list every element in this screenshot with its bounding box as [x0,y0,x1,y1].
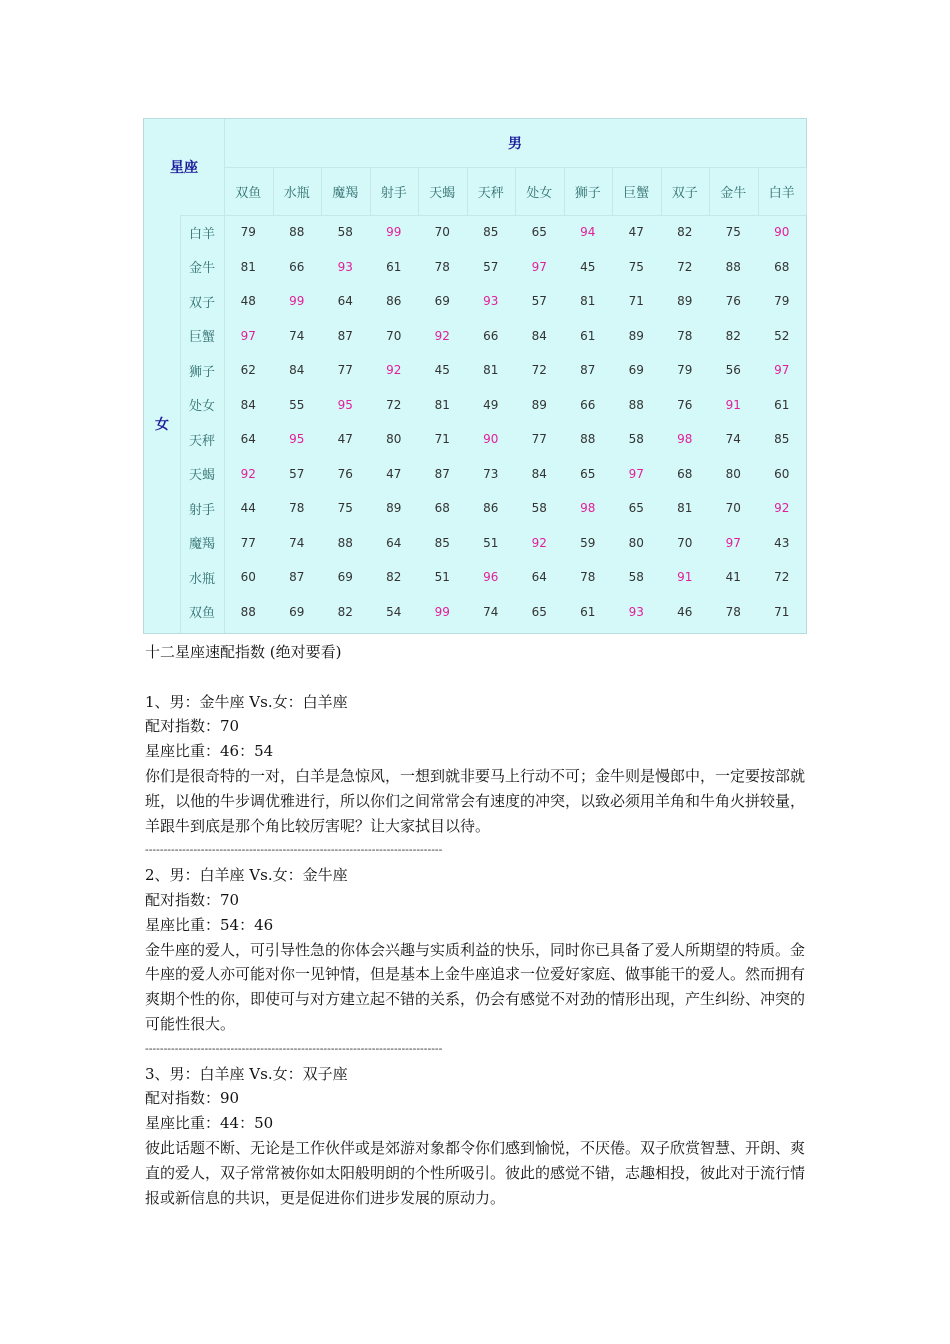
score-cell: 89 [677,294,693,309]
score-cell: 70 [677,535,693,550]
score-cell: 80 [725,466,741,481]
column-header: 金牛 [720,185,747,201]
article-heading: 十二星座速配指数 (绝对要看) [145,643,342,661]
score-cell: 61 [774,397,790,412]
row-header: 双子 [188,295,215,311]
score-cell: 57 [483,259,499,274]
score-cell: 65 [628,501,644,516]
score-cell: 56 [725,363,741,378]
score-cell: 92 [240,466,256,481]
score-cell: 71 [774,604,790,619]
entry-body: 你们是很奇特的一对，白羊是急惊风，一想到就非要马上行动不可；金牛则是慢郎中，一定要按部就班，以他的牛步调优雅进行，所以你们之间常常会有速度的冲突，以致必须用羊角和牛角火拼较量，羊跟牛到底是那个角比较厉害呢？让大家拭目以待。 [145,766,806,835]
row-header: 魔羯 [188,537,215,553]
score-cell: 51 [434,570,450,585]
score-cell: 78 [434,259,450,274]
score-cell: 68 [677,466,693,481]
score-cell: 65 [531,604,547,619]
score-cell: 47 [337,432,353,447]
corner-label: 星座 [170,160,198,176]
score-cell: 87 [434,466,450,481]
score-cell: 98 [580,501,596,516]
score-cell: 78 [677,328,693,343]
column-header: 双子 [671,185,698,201]
score-cell: 89 [628,328,644,343]
score-cell: 79 [677,363,693,378]
score-cell: 74 [483,604,499,619]
score-cell: 46 [677,604,693,619]
female-header: 女 [155,417,169,433]
score-cell: 81 [240,259,256,274]
score-cell: 71 [628,294,644,309]
score-cell: 97 [725,535,741,550]
entry-1 [145,690,810,864]
row-header: 双鱼 [188,606,215,622]
score-cell: 64 [240,432,256,447]
score-cell: 86 [483,501,499,516]
score-cell: 80 [386,432,402,447]
score-cell: 81 [677,501,693,516]
score-cell: 62 [240,363,256,378]
score-cell: 88 [240,604,256,619]
score-cell: 86 [386,294,402,309]
score-cell: 77 [240,535,256,550]
column-header: 魔羯 [332,185,359,201]
score-cell: 72 [531,363,547,378]
score-cell: 90 [483,432,499,447]
male-header: 男 [508,136,522,152]
column-header: 天蝎 [429,185,456,201]
score-cell: 73 [483,466,499,481]
score-cell: 92 [774,501,790,516]
score-cell: 79 [774,294,790,309]
score-cell: 58 [337,225,353,240]
score-cell: 99 [386,225,402,240]
score-cell: 87 [580,363,596,378]
grid-line [806,167,807,215]
score-cell: 69 [337,570,353,585]
score-cell: 85 [434,535,450,550]
row-header: 狮子 [188,364,215,380]
score-cell: 95 [337,397,353,412]
row-header: 水瓶 [188,571,215,587]
score-cell: 45 [434,363,450,378]
score-cell: 77 [337,363,353,378]
score-cell: 76 [337,466,353,481]
entry-3 [145,1062,810,1211]
score-cell: 88 [580,432,596,447]
score-cell: 77 [531,432,547,447]
row-header: 白羊 [188,226,215,242]
score-cell: 84 [531,466,547,481]
score-cell: 74 [289,328,305,343]
score-cell: 91 [725,397,741,412]
score-cell: 95 [289,432,305,447]
score-cell: 92 [386,363,402,378]
score-cell: 65 [531,225,547,240]
score-cell: 48 [240,294,256,309]
column-header: 白羊 [768,185,795,201]
row-header: 巨蟹 [188,330,215,346]
row-header: 处女 [188,399,215,415]
score-cell: 93 [628,604,644,619]
score-cell: 81 [580,294,596,309]
score-cell: 96 [483,570,499,585]
score-cell: 64 [531,570,547,585]
entry-index: 配对指数：90 [145,1089,240,1108]
score-cell: 99 [289,294,305,309]
score-cell: 91 [677,570,693,585]
score-cell: 81 [434,397,450,412]
entry-body: 金牛座的爱人，可引导性急的你体会兴趣与实质利益的快乐，同时你已具备了爱人所期望的特质。金牛座的爱人亦可能对你一见钟情，但是基本上金牛座追求一位爱好家庭、做事能干的爱人。然而拥有爽期个性的你，即使可与对方建立起不错的关系，仍会有感觉不对劲的情形出现，产生纠纷、冲突的可能性很大。 [145,940,806,1033]
score-cell: 71 [434,432,450,447]
score-cell: 58 [628,432,644,447]
score-cell: 78 [725,604,741,619]
column-header: 射手 [380,185,407,201]
entry-body: 彼此话题不断、无论是工作伙伴或是郊游对象都令你们感到愉悦，不厌倦。双子欣赏智慧、开朗、爽直的爱人，双子常常被你如太阳般明朗的个性所吸引。彼此的感觉不错，志趣相投，彼此对于流行情报或新信息的共识，更是促进你们进步发展的原动力。 [145,1138,806,1207]
column-header: 狮子 [574,185,601,201]
score-cell: 70 [386,328,402,343]
score-cell: 51 [483,535,499,550]
entry-title: 1、男：金牛座 Vs.女：白羊座 [145,692,348,711]
score-cell: 64 [337,294,353,309]
score-cell: 98 [677,432,693,447]
score-cell: 84 [531,328,547,343]
score-cell: 92 [531,535,547,550]
score-cell: 70 [725,501,741,516]
score-cell: 84 [240,397,256,412]
score-cell: 78 [289,501,305,516]
column-header: 巨蟹 [623,185,650,201]
score-cell: 74 [289,535,305,550]
score-cell: 97 [774,363,790,378]
score-cell: 94 [580,225,596,240]
entry-2 [145,863,810,1061]
column-header: 双鱼 [235,185,262,201]
score-cell: 45 [580,259,596,274]
score-cell: 60 [774,466,790,481]
score-cell: 64 [386,535,402,550]
score-cell: 41 [725,570,741,585]
row-header: 天蝎 [188,468,215,484]
score-cell: 80 [628,535,644,550]
score-cell: 97 [531,259,547,274]
score-cell: 82 [677,225,693,240]
score-cell: 44 [240,501,256,516]
entry-index: 配对指数：70 [145,717,240,736]
entry-ratio: 星座比重：54：46 [145,915,274,934]
score-cell: 75 [337,501,353,516]
score-cell: 88 [725,259,741,274]
score-cell: 85 [483,225,499,240]
divider: -------------------------------------------------------------------------------- [145,843,443,857]
score-cell: 72 [677,259,693,274]
score-cell: 88 [337,535,353,550]
entry-ratio: 星座比重：44：50 [145,1114,274,1133]
score-cell: 61 [386,259,402,274]
score-cell: 89 [531,397,547,412]
score-cell: 61 [580,604,596,619]
score-cell: 75 [628,259,644,274]
score-cell: 82 [337,604,353,619]
row-header: 射手 [188,502,215,518]
score-cell: 93 [483,294,499,309]
entry-index: 配对指数：70 [145,890,240,909]
score-cell: 52 [774,328,790,343]
score-cell: 82 [725,328,741,343]
column-header: 水瓶 [283,185,310,201]
row-header: 金牛 [188,261,215,277]
score-cell: 79 [240,225,256,240]
score-cell: 58 [628,570,644,585]
column-header: 天秤 [477,185,504,201]
score-cell: 69 [289,604,305,619]
score-cell: 65 [580,466,596,481]
score-cell: 97 [628,466,644,481]
score-cell: 87 [337,328,353,343]
score-cell: 97 [240,328,256,343]
score-cell: 61 [580,328,596,343]
score-cell: 59 [580,535,596,550]
entry-ratio: 星座比重：46：54 [145,742,274,761]
score-cell: 72 [774,570,790,585]
score-cell: 85 [774,432,790,447]
score-cell: 93 [337,259,353,274]
score-cell: 70 [434,225,450,240]
score-cell: 66 [289,259,305,274]
score-cell: 88 [628,397,644,412]
divider: -------------------------------------------------------------------------------- [145,1041,443,1055]
score-cell: 76 [725,294,741,309]
score-cell: 43 [774,535,790,550]
score-cell: 81 [483,363,499,378]
entry-title: 3、男：白羊座 Vs.女：双子座 [145,1064,348,1083]
score-cell: 99 [434,604,450,619]
score-cell: 90 [774,225,790,240]
entry-title: 2、男：白羊座 Vs.女：金牛座 [145,866,348,885]
score-cell: 68 [434,501,450,516]
score-cell: 72 [386,397,402,412]
score-cell: 58 [531,501,547,516]
score-cell: 82 [386,570,402,585]
compatibility-table [143,118,807,634]
score-cell: 69 [628,363,644,378]
score-cell: 84 [289,363,305,378]
column-header: 处女 [526,185,553,201]
score-cell: 49 [483,397,499,412]
score-cell: 87 [289,570,305,585]
row-header: 天秤 [188,433,215,449]
score-cell: 57 [289,466,305,481]
score-cell: 69 [434,294,450,309]
score-cell: 54 [386,604,402,619]
score-cell: 55 [289,397,305,412]
score-cell: 66 [580,397,596,412]
score-cell: 75 [725,225,741,240]
score-cell: 66 [483,328,499,343]
score-cell: 47 [386,466,402,481]
score-cell: 47 [628,225,644,240]
score-cell: 60 [240,570,256,585]
score-cell: 74 [725,432,741,447]
score-cell: 78 [580,570,596,585]
score-cell: 92 [434,328,450,343]
score-cell: 76 [677,397,693,412]
score-cell: 68 [774,259,790,274]
score-cell: 57 [531,294,547,309]
score-cell: 89 [386,501,402,516]
article [145,640,810,1210]
score-cell: 88 [289,225,305,240]
